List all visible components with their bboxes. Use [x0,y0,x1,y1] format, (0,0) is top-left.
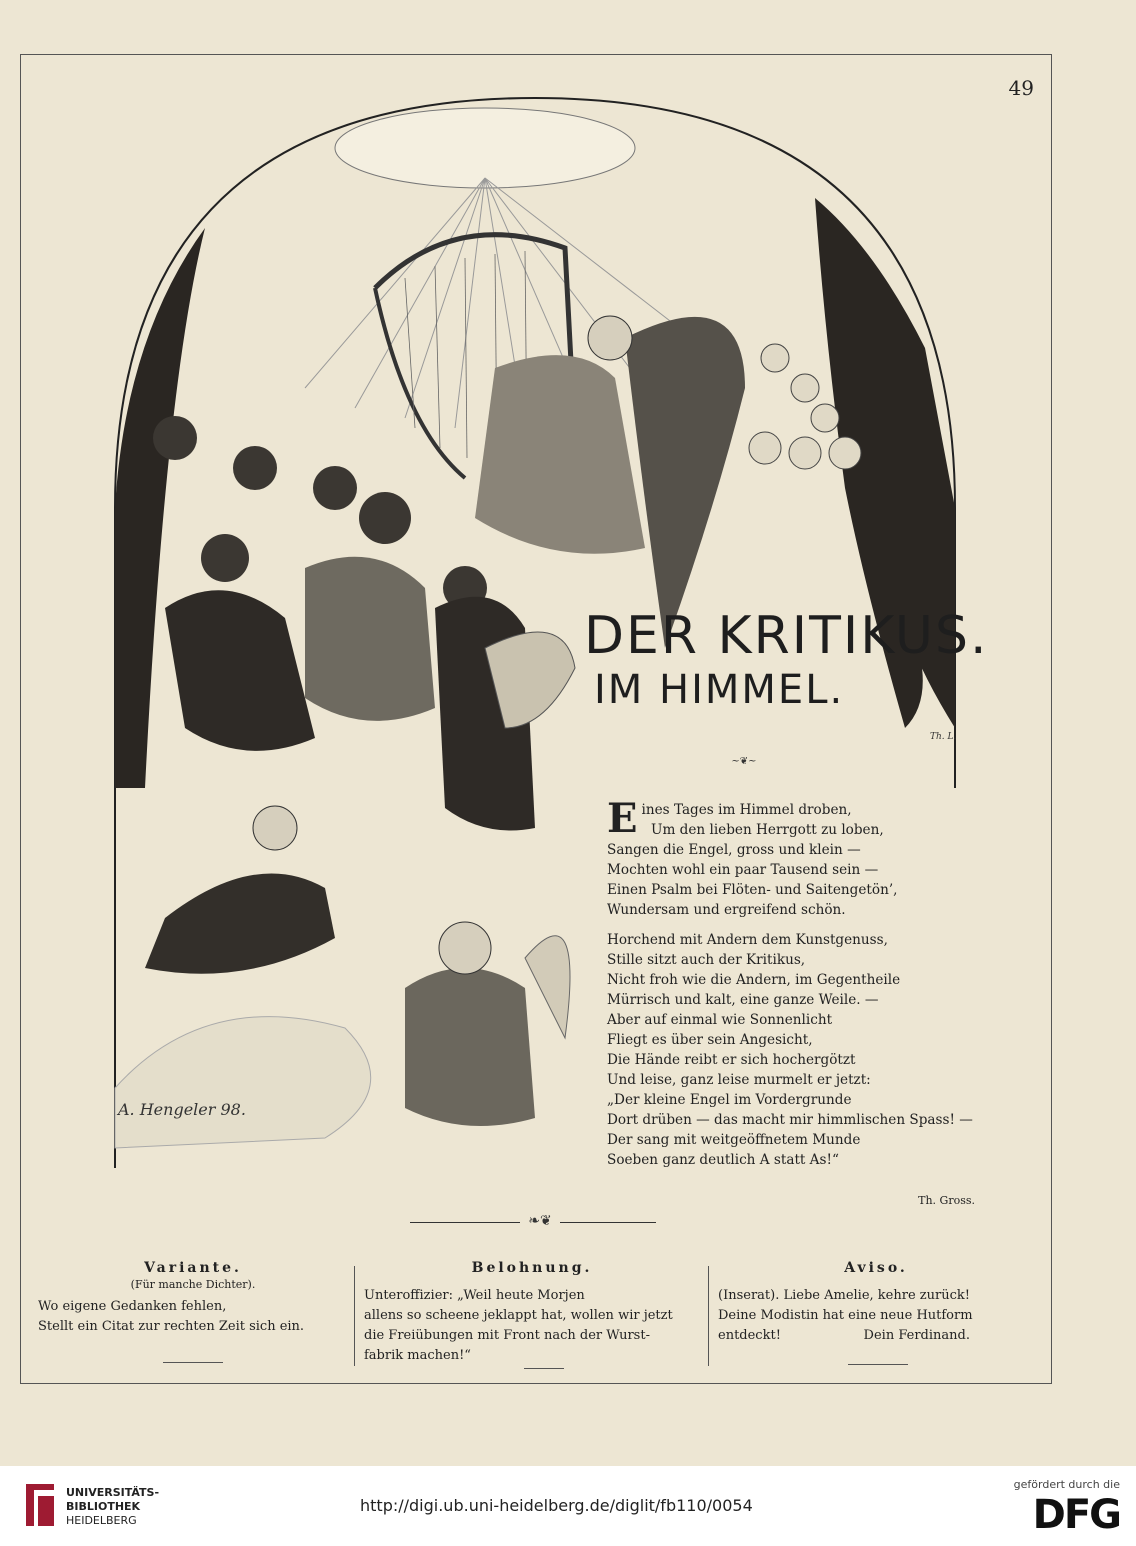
separator-rule-right [560,1222,656,1223]
column-heading: Aviso. [844,1260,908,1276]
page-number: 49 [1008,76,1034,100]
digitization-footer [0,1466,1136,1546]
poem-line: Fliegt es über sein Angesicht, [607,1032,813,1048]
dfg-logo: DFG [1032,1492,1120,1538]
article-title [584,606,989,713]
library-name-line: HEIDELBERG [66,1514,137,1527]
poem-line: Aber auf einmal wie Sonnenlicht [607,1012,833,1028]
poem-line: Stille sitzt auch der Kritikus, [607,952,806,968]
library-name-line: UNIVERSITÄTS- [66,1486,160,1499]
column-line: Wo eigene Gedanken fehlen, [38,1299,227,1314]
illustration-monogram: Th. L. [930,732,957,742]
column-text [718,1286,1034,1346]
title-line-1: DER KRITIKUS. [584,606,989,666]
column-text [364,1286,700,1366]
column-variante [38,1260,348,1337]
poem-line: Horchend mit Andern dem Kunstgenuss, [607,932,888,948]
funding-caption: gefördert durch die [1013,1478,1120,1491]
column-heading: Variante. [144,1260,242,1276]
poem-line: Einen Psalm bei Flöten- und Saitengetön’, [607,882,898,898]
column-text [38,1297,348,1337]
poem-line: Nicht froh wie die Andern, im Gegentheile [607,972,901,988]
column-line: fabrik machen!“ [364,1348,471,1363]
poem-line-text: ines Tages im Himmel droben, [641,802,852,818]
column-line: die Freiübungen mit Front nach der Wurst- [364,1328,650,1343]
poem-line: Um den lieben Herrgott zu loben, [651,822,884,838]
library-name [66,1486,159,1528]
poem-stanza-2 [607,930,987,1170]
column-belohnung [364,1260,700,1366]
title-line-2: IM HIMMEL. [594,667,845,713]
poem-line: Mochten wohl ein paar Tausend sein — [607,862,879,878]
poem-line: Soeben ganz deutlich A statt As!“ [607,1152,839,1168]
column-line: entdeckt! Dein Ferdinand. [718,1328,970,1343]
column-line: (Inserat). Liebe Amelie, kehre zurück! [718,1288,970,1303]
column-divider [354,1266,355,1366]
poem-line: Und leise, ganz leise murmelt er jetzt: [607,1072,871,1088]
column-end-rule [848,1364,908,1365]
illustration-signature: A. Hengeler 98. [118,1100,246,1119]
separator-rule-left [410,1222,520,1223]
permalink-url[interactable]: http://digi.ub.uni-heidelberg.de/diglit/fb110/0054 [360,1496,753,1515]
poem-line: Die Hände reibt er sich hochergötzt [607,1052,856,1068]
poem-line: „Der kleine Engel im Vordergrunde [607,1092,852,1108]
column-line: Unteroffizier: „Weil heute Morjen [364,1288,585,1303]
poem-line: Mürrisch und kalt, eine ganze Weile. — [607,992,879,1008]
column-divider [708,1266,709,1366]
poem-line: Sangen die Engel, gross und klein — [607,842,861,858]
column-line: allens so scheene jeklappt hat, wollen wir jetzt [364,1308,673,1323]
column-line: Deine Modistin hat eine neue Hutform [718,1308,973,1323]
poem-stanza-1 [607,795,987,920]
drop-cap: E [607,795,638,842]
column-subheading: (Für manche Dichter). [130,1278,256,1291]
column-heading: Belohnung. [471,1260,593,1276]
column-line: Stellt ein Citat zur rechten Zeit sich ein. [38,1319,305,1334]
poem [607,795,987,1180]
poem-line: Dort drüben — das macht mir himmlischen Spass! — [607,1112,973,1128]
library-logo-icon [20,1480,60,1530]
poem-author: Th. Gross. [918,1194,975,1207]
column-end-rule [524,1368,564,1369]
library-name-line: BIBLIOTHEK [66,1500,141,1513]
poem-line: Der sang mit weitgeöffnetem Munde [607,1132,861,1148]
column-aviso [718,1260,1034,1346]
poem-line: Wundersam und ergreifend schön. [607,902,846,918]
separator-ornament: ❧❦ [528,1213,552,1229]
column-end-rule [163,1362,223,1363]
title-ornament: ~❦~ [731,756,757,767]
